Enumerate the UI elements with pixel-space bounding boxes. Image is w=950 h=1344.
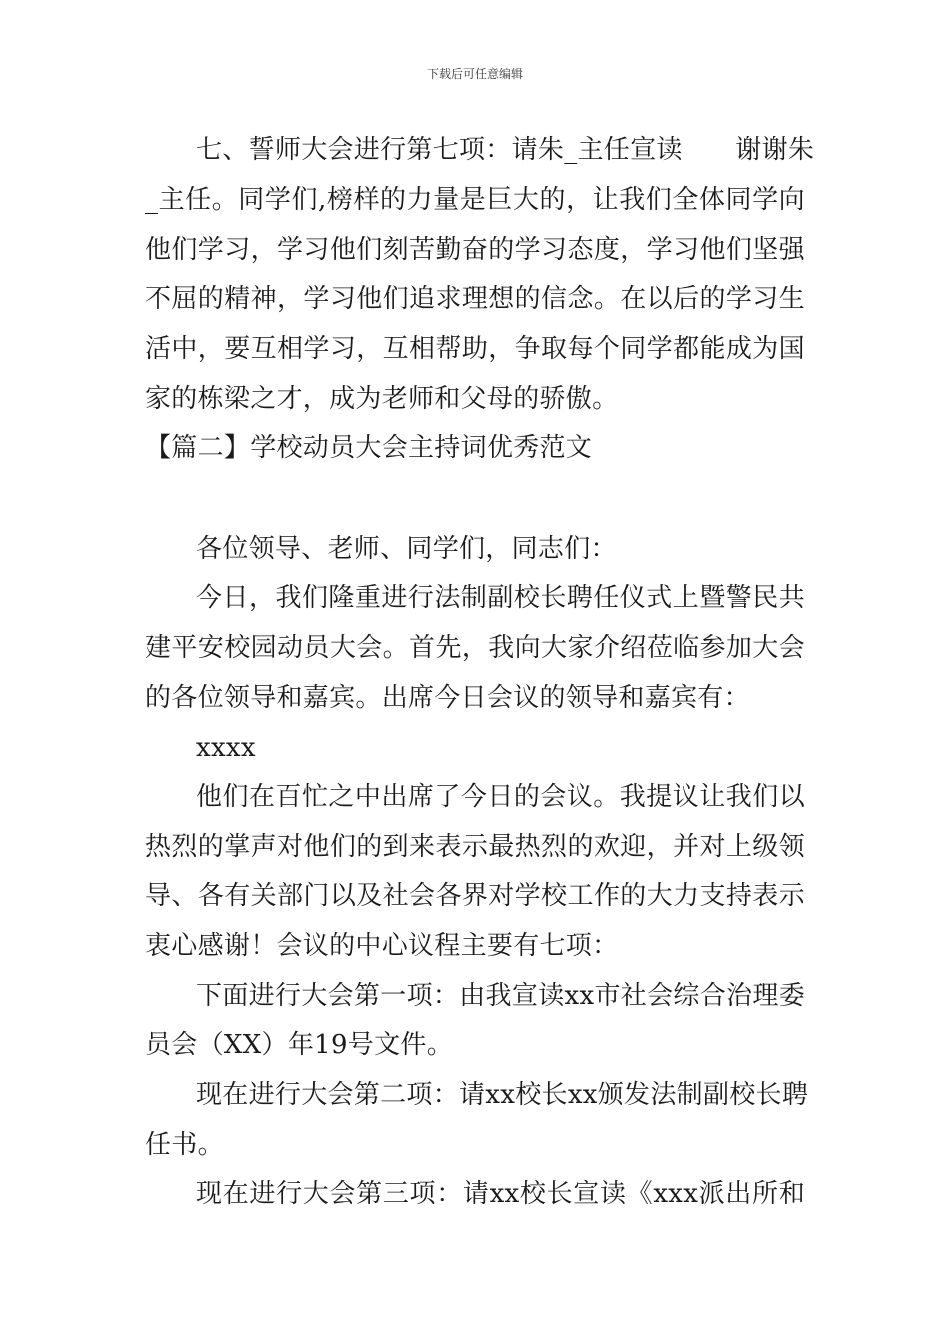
paragraph-line: 现在进行大会第三项：请xx校长宣读《xxx派出所和 (196, 1179, 805, 1209)
paragraph-line: 不屈的精神，学习他们追求理想的信念。在以后的学习生 (145, 284, 805, 314)
placeholder-names: xxxx (196, 733, 256, 763)
paragraph-line: 任书。 (145, 1130, 224, 1160)
paragraph-line: 下面进行大会第一项：由我宣读xx市社会综合治理委 (196, 981, 805, 1011)
paragraph-line: _主任。同学们,榜样的力量是巨大的，让我们全体同学向 (145, 185, 805, 215)
paragraph-line: 衷心感谢！会议的中心议程主要有七项： (145, 931, 619, 961)
paragraph-line: 今日，我们隆重进行法制副校长聘任仪式上暨警民共 (196, 583, 805, 613)
salutation-line: 各位领导、老师、同学们，同志们： (196, 534, 617, 564)
paragraph-line: 导、各有关部门以及社会各界对学校工作的大力支持表示 (145, 881, 805, 911)
paragraph-line: 七、誓师大会进行第七项：请朱_主任宣读 谢谢朱 (196, 135, 815, 165)
paragraph-line: 他们学习，学习他们刻苦勤奋的学习态度，学习他们坚强 (145, 235, 805, 265)
paragraph-line: 建平安校园动员大会。首先，我向大家介绍莅临参加大会 (145, 633, 805, 663)
paragraph-line: 现在进行大会第二项：请xx校长xx颁发法制副校长聘 (196, 1080, 809, 1110)
paragraph-line: 家的栋梁之才，成为老师和父母的骄傲。 (145, 384, 619, 414)
paragraph-line: 员会（XX）年19号文件。 (145, 1030, 454, 1060)
paragraph-line: 的各位领导和嘉宾。出席今日会议的领导和嘉宾有： (145, 683, 750, 713)
paragraph-line: 活中，要互相学习，互相帮助，争取每个同学都能成为国 (145, 334, 805, 364)
page-header: 下载后可任意编辑 (426, 67, 523, 81)
paragraph-line: 热烈的掌声对他们的到来表示最热烈的欢迎，并对上级领 (145, 832, 805, 862)
section-heading: 【篇二】学校动员大会主持词优秀范文 (145, 433, 593, 463)
paragraph-line: 他们在百忙之中出席了今日的会议。我提议让我们以 (196, 782, 805, 812)
